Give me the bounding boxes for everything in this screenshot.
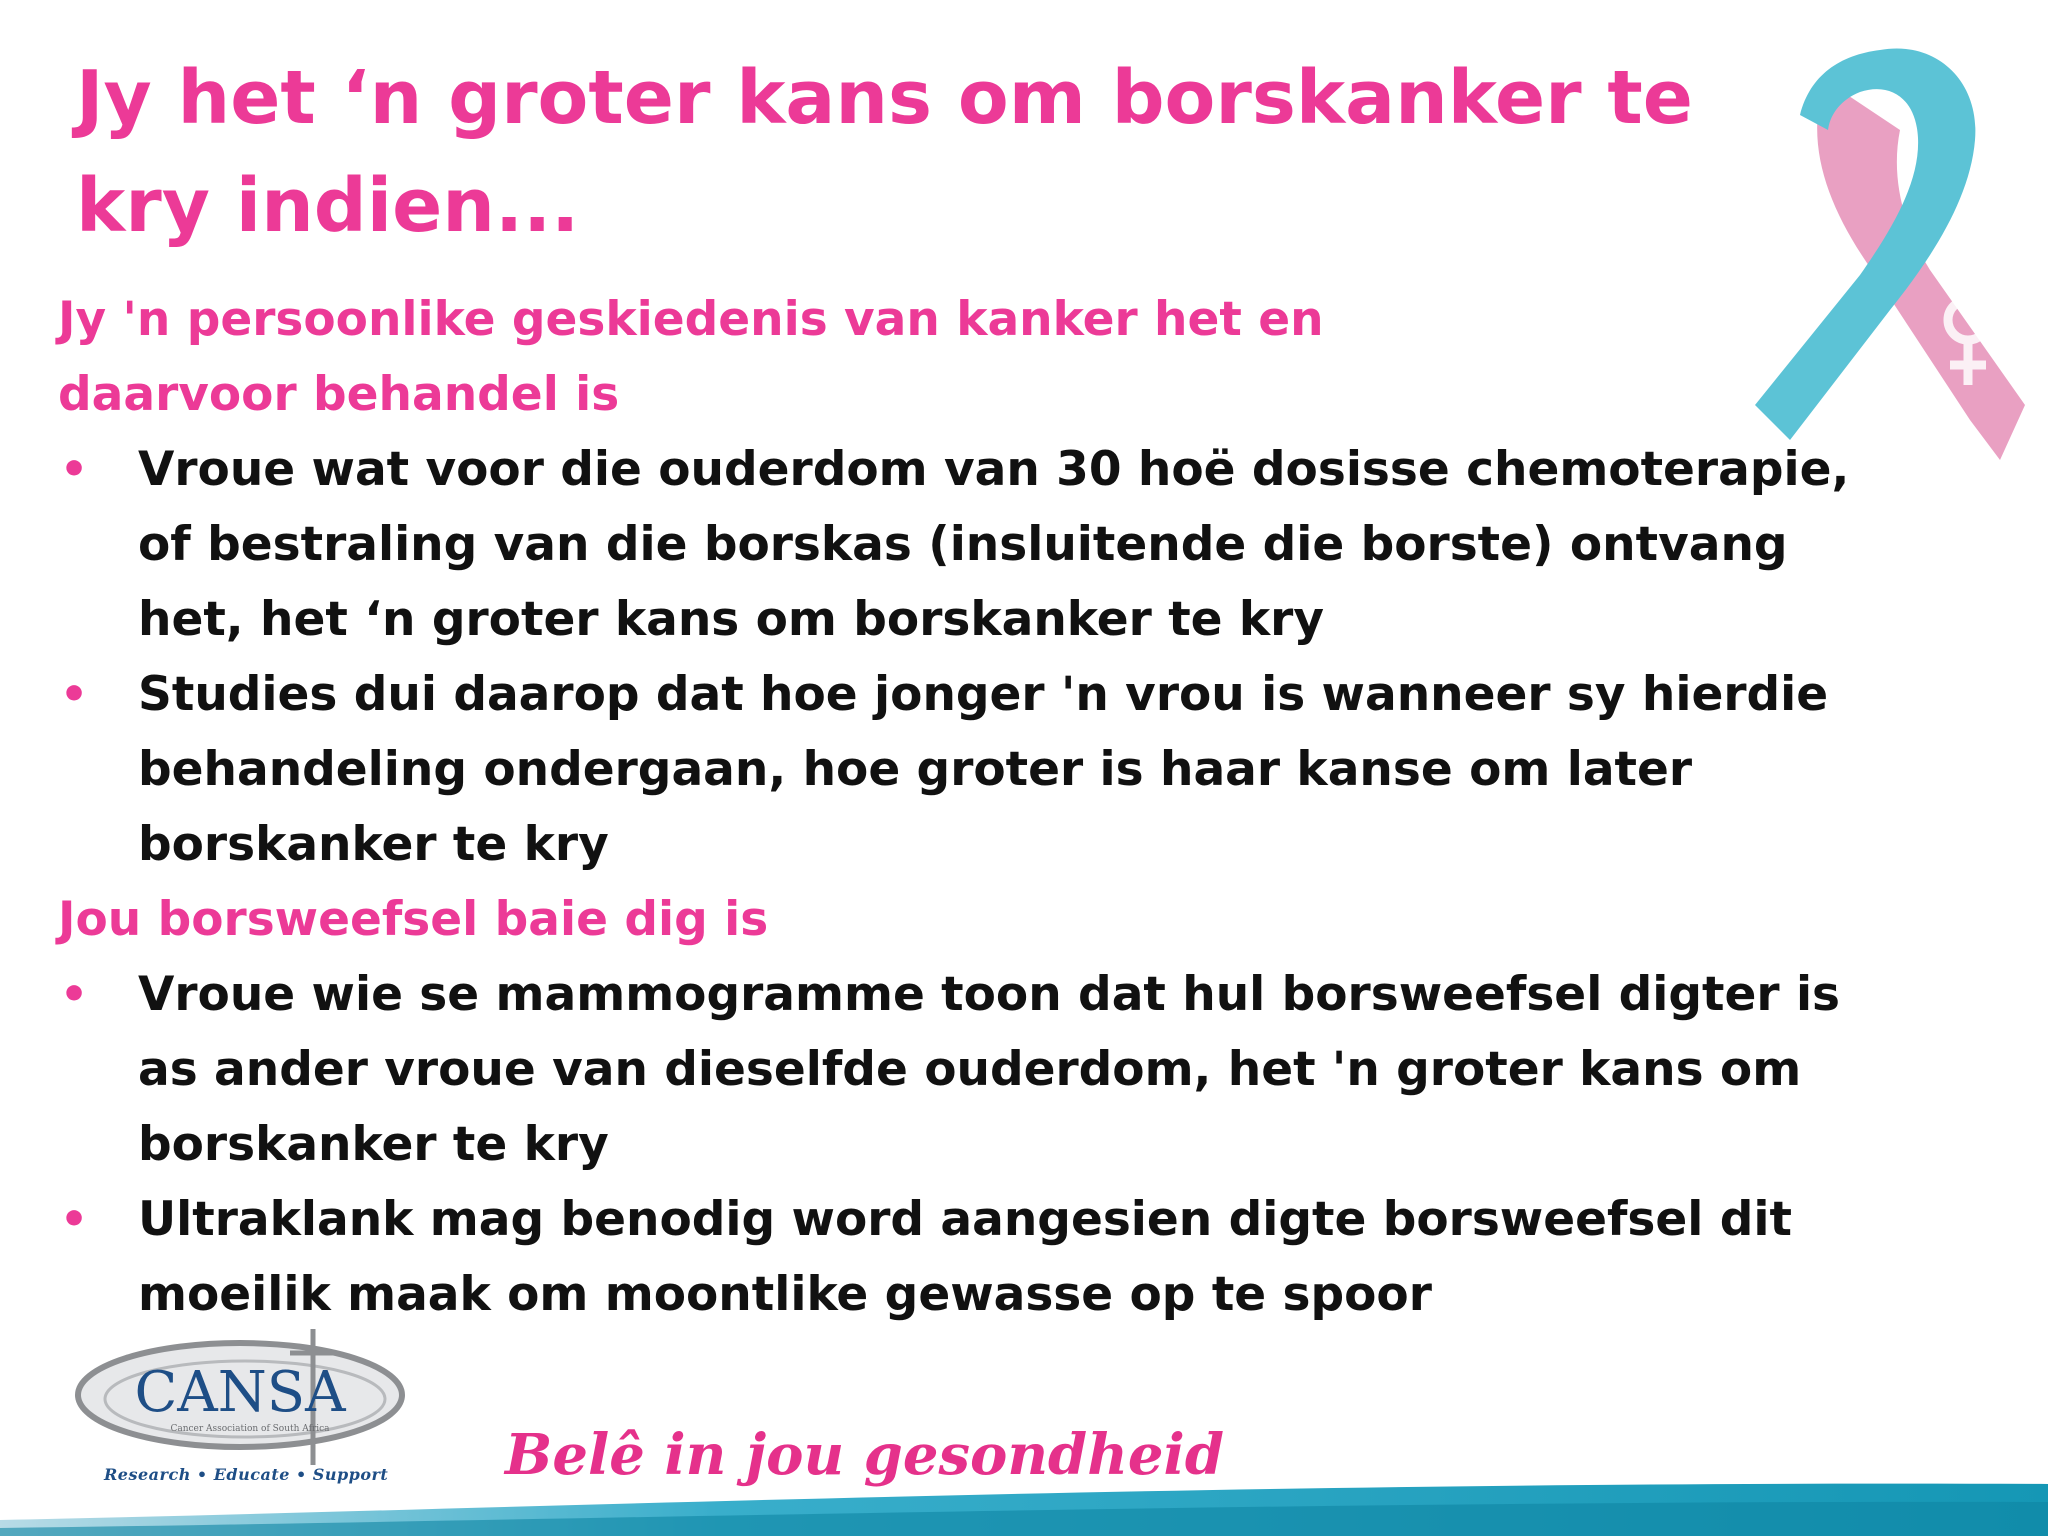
section-heading: Jy 'n persoonlike geskiedenis van kanker het en daarvoor behandel is: [58, 292, 1324, 422]
slogan: Belê in jou gesondheid: [505, 1422, 1224, 1488]
bullet-item: [58, 957, 1878, 1182]
bullet-item: [58, 657, 1998, 882]
bottom-wave-bar: [0, 1470, 2048, 1536]
section-heading: Jou borsweefsel baie dig is: [58, 892, 769, 947]
bullet-text: Vroue wie se mammogramme toon dat hul borsweefsel digter is as ander vroue van dieselfde ouderdom, het 'n groter kans om borskanker te kry: [138, 967, 1841, 1172]
logo-subtext: Cancer Association of South Africa: [170, 1424, 330, 1434]
slide-title: Jy het ‘n groter kans om borskanker te kry indien...: [76, 55, 1693, 249]
section-personal-history: [58, 282, 1998, 882]
section-dense-tissue: [58, 882, 1998, 1332]
slide-content: [58, 282, 1998, 1332]
bullet-dot: •: [60, 669, 89, 720]
bullet-text: Studies dui daarop dat hoe jonger 'n vrou is wanneer sy hierdie behandeling ondergaan, hoe groter is haar kanse om later borskanker te kry: [138, 667, 1829, 872]
bullet-item: [58, 1182, 1998, 1332]
bullet-text: Ultraklank mag benodig word aangesien digte borsweefsel dit moeilik maak om moontlike gewasse op te spoor: [138, 1192, 1792, 1322]
bullet-item: [58, 432, 1878, 657]
cansa-logo: [70, 1325, 420, 1485]
bullet-dot: •: [60, 444, 89, 495]
logo-tagline: Research • Educate • Support: [104, 1465, 389, 1484]
bullet-text: Vroue wat voor die ouderdom van 30 hoë dosisse chemoterapie, of bestraling van die borskas (insluitende die borste) ontvang het, het ‘n groter kans om borskanker te kry: [138, 442, 1850, 647]
logo-wordmark: CANSA: [134, 1360, 346, 1425]
bullet-dot: •: [60, 1194, 89, 1245]
bullet-dot: •: [60, 969, 89, 1020]
